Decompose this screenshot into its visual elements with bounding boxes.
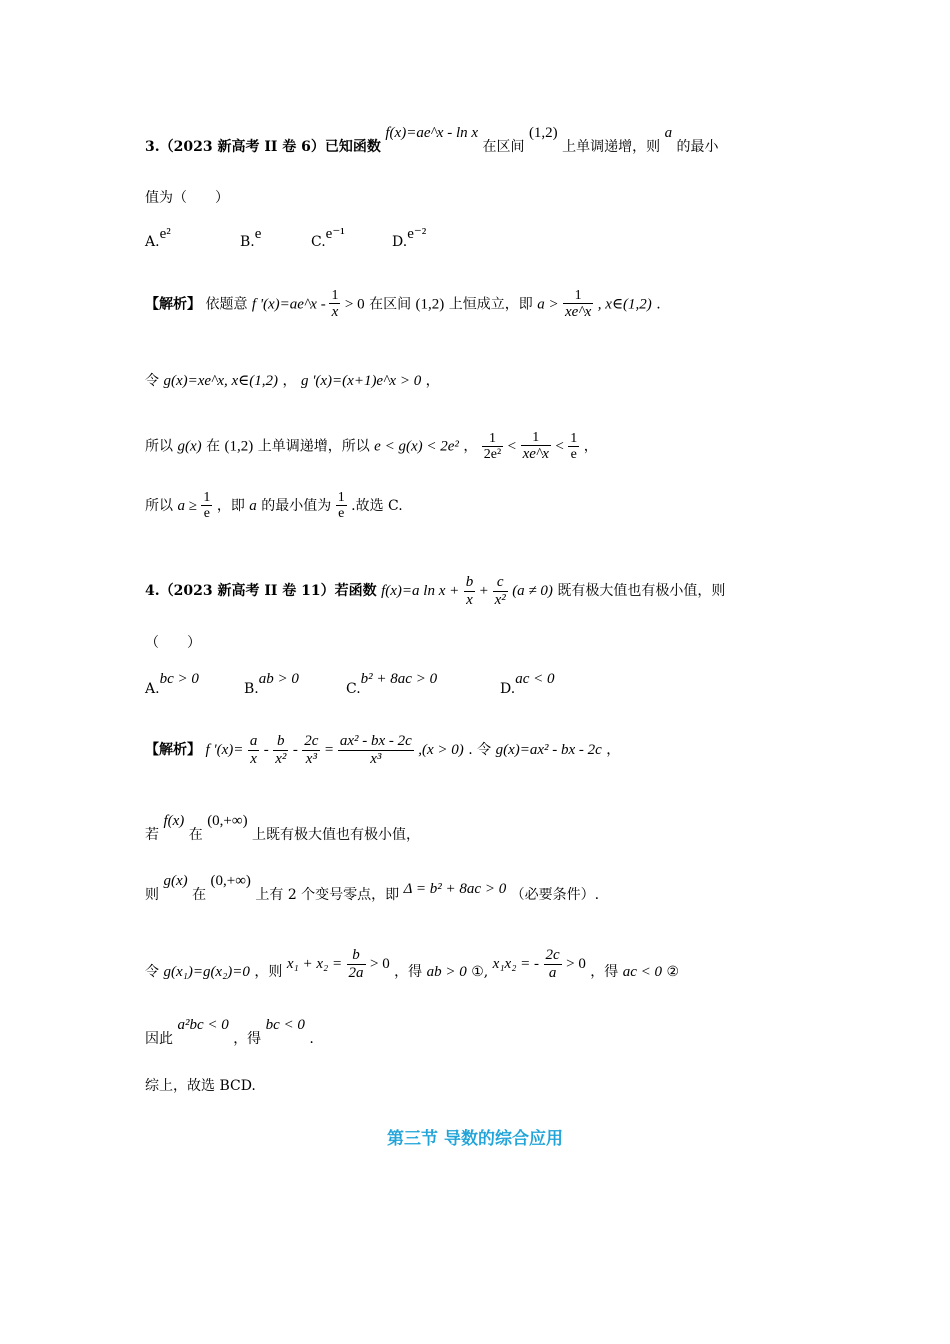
q3-function: f(x)=ae^x - ln x <box>385 125 479 141</box>
q3-stem-line1: 3.（2023 新高考 II 卷 6）已知函数 f(x)=ae^x - ln x 在区间 (1,2) 上单调递增，则 a 的最小 <box>145 125 719 155</box>
q3-solution-line1: 【解析】 依题意 f '(x)=ae^x - $\frac{1}{x}$ > 0 在区间 (1,2) 上恒成立，即 a > $\frac{1}{xe\^{}x}$ , x∈(1,2) . <box>145 288 661 321</box>
q4-option-a: A.bc > 0 <box>145 671 199 697</box>
solution-label: 【解析】 <box>145 296 201 313</box>
solution-label: 【解析】 <box>145 742 201 758</box>
q3-stem-prefix: 3.（2023 新高考 II 卷 6）已知函数 <box>145 139 381 155</box>
q3-option-b: B.e <box>240 226 262 250</box>
q4-summary: 综上，故选 BCD. <box>145 1078 256 1094</box>
q4-solution-line1: 【解析】 f '(x)= $\frac{a}{x}$ - $\frac{b}{\text{x²}}$ - $\frac{2c}{\text{x³}}$ = $\frac{\text{ax² - bx - 2c}}{\text{x³}}$ ,(x > 0) . 令 g(x)=ax² - bx - 2c ， <box>145 733 621 767</box>
q4-solution-line4: 令 g(x₁)=g(x₂)=0 ，则 x₁ + x₂ = $\frac{b}{2a}$ > 0 ，得 ab > 0 ①, x₁x₂ = - $\frac{2c}{a}$ > 0 ，得 ac < 0 ② <box>145 947 680 981</box>
q3-stem-line2: 值为（ ） <box>145 190 229 206</box>
q3-option-d: D.e⁻² <box>392 226 427 250</box>
section-title: 第三节 导数的综合应用 <box>387 1129 563 1149</box>
q4-solution-line5: 因此 a²bc < 0 ，得 bc < 0 . <box>145 1017 314 1047</box>
q4-stem-line1: 4.（2023 新高考 II 卷 11）若函数 f(x)=a ln x + $\frac{b}{x}$ + $\frac{c}{\text{x²}}$ (a ≠ 0) 既有极大值也有极小值，则 <box>145 574 726 608</box>
q4-option-d: D.ac < 0 <box>500 671 555 697</box>
q3-option-c: C.e⁻¹ <box>311 226 345 250</box>
q4-stem-line2: （ ） <box>145 635 201 651</box>
q4-solution-line3: 则 g(x) 在 (0,+∞) 上有 2 个变号零点，即 Δ = b² + 8ac > 0 （必要条件）. <box>145 873 600 903</box>
q4-option-c: C.b² + 8ac > 0 <box>346 671 438 697</box>
q3-solution-line2: 令 g(x)=xe^x, x∈(1,2) ， g '(x)=(x+1)e^x > 0 ， <box>145 373 440 389</box>
q4-stem-prefix: 4.（2023 新高考 II 卷 11）若函数 <box>145 583 377 599</box>
q3-solution-line4: 所以 a ≥ $\frac{1}{e}$ ，即 a 的最小值为 $\frac{1}{e}$ .故选 C. <box>145 490 403 522</box>
q4-option-b: B.ab > 0 <box>244 671 299 697</box>
q4-solution-line2: 若 f(x) 在 (0,+∞) 上既有极大值也有极小值， <box>145 813 421 843</box>
q3-interval: (1,2) <box>528 125 558 141</box>
q3-solution-line3: 所以 g(x) 在 (1,2) 上单调递增，所以 e < g(x) < 2e² ， $\frac{1}{\text{2e²}}$ < $\frac{1}{xe\^{}x}$ < $\frac{1}{e}$ ， <box>145 430 598 463</box>
q3-option-a: A.e² <box>145 226 171 250</box>
